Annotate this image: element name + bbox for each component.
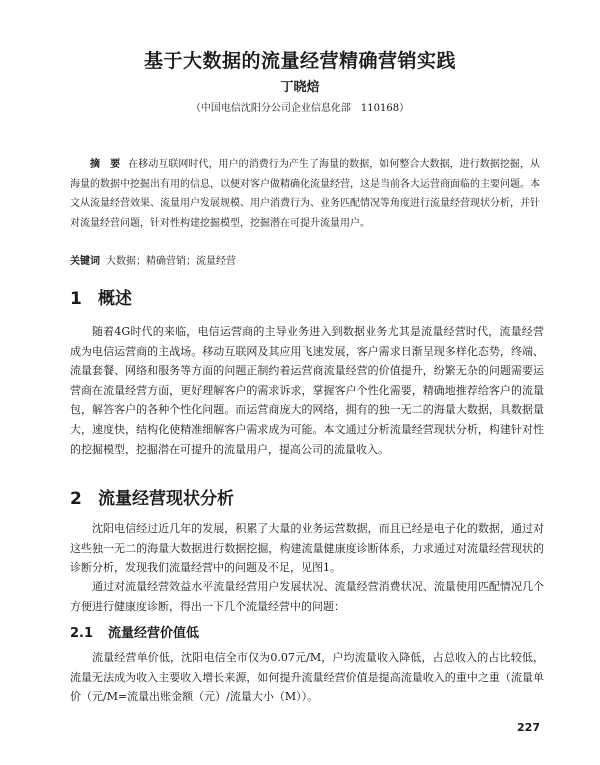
section-title: 流量经营现状分析 — [98, 489, 234, 509]
section-number: 1 — [70, 289, 82, 309]
abstract — [70, 155, 540, 233]
section-title: 概述 — [98, 289, 132, 309]
section-number: 2 — [70, 489, 82, 509]
subsection-title: 流量经营价值低 — [108, 626, 200, 641]
paper-title: 基于大数据的流量经营精确营销实践 — [143, 50, 456, 72]
subsection-heading — [70, 622, 199, 641]
section-heading-1 — [70, 284, 132, 309]
keywords — [70, 252, 540, 271]
abstract-text: 在移动互联网时代，用户的消费行为产生了海量的数据，如何整合大数据，进行数据挖掘，从海量的数据中挖掘出有用的信息，以便对客户做精确化流量经营，这是当前各大运营商面临的主要问题。本文从流量经营效果、流量用户发展规模、用户消费行为、业务匹配情况等角度进行流量经营现状分析，并针对流量经营问题，针对性构建挖掘模型，挖掘潜在可提升流量用户。 — [70, 159, 541, 229]
section-paragraph: 沈阳电信经过近几年的发展，积累了大量的业务运营数据，而且已经是电子化的数据，通过对这些独一无二的海量大数据进行数据挖掘，构建流量健康度诊断体系，力求通过对流量经营现状的诊断分析，发现我们流量经营中的问题及不足，见图1。 — [70, 522, 544, 575]
subsection-number: 2.1 — [70, 626, 94, 641]
section-paragraph: 随着4G时代的来临，电信运营商的主导业务进入到数据业务尤其是流量经营时代，流量经营成为电信运营商的主战场。移动互联网及其应用飞速发展，客户需求日渐呈现多样化态势，终端、流量套餐、网络和服务等方面的问题正制约着运营商流量经营的价值提升，纷繁无杂的问题需要运营商在流量经营方面，更好理解客户的需求诉求，掌握客户个性化需要，精确地推荐给客户的流量包，解答客户的各种个性化问题。而运营商庞大的网络，拥有的独一无二的海量大数据，具数据量大，速度快，结构化使精准细解客户需求成为可能。本文通过分析流量经营现状分析，构建针对性的挖掘模型，挖掘潜在可提升的流量用户，提高公司的流量收入。 — [70, 325, 544, 456]
author-name: 丁晓焙 — [280, 80, 320, 95]
author-affiliation: （中国电信沈阳分公司企业信息化部 110168） — [190, 103, 410, 114]
keywords-text: 大数据；精确营销；流量经营 — [106, 256, 236, 267]
abstract-label: 摘 要 — [90, 159, 121, 170]
section-heading-2 — [70, 484, 234, 509]
section-paragraph: 通过对流量经营效益水平流量经营用户发展状况、流量经营消费状况、流量使用匹配情况几个方便进行健康度诊断，得出一下几个流量经营中的问题： — [70, 580, 544, 613]
page-number: 227 — [517, 721, 540, 734]
subsection-paragraph: 流量经营单价低，沈阳电信全市仅为0.07元/M，户均流量收入降低，占总收入的占比较低，流量无法成为收入主要收入增长来源，如何提升流量经营价值是提高流量收入的重中之重（流量单价（元/M=流量出账金额（元）/流量大小（M））。 — [70, 651, 544, 704]
keywords-label: 关键词 — [70, 256, 100, 267]
